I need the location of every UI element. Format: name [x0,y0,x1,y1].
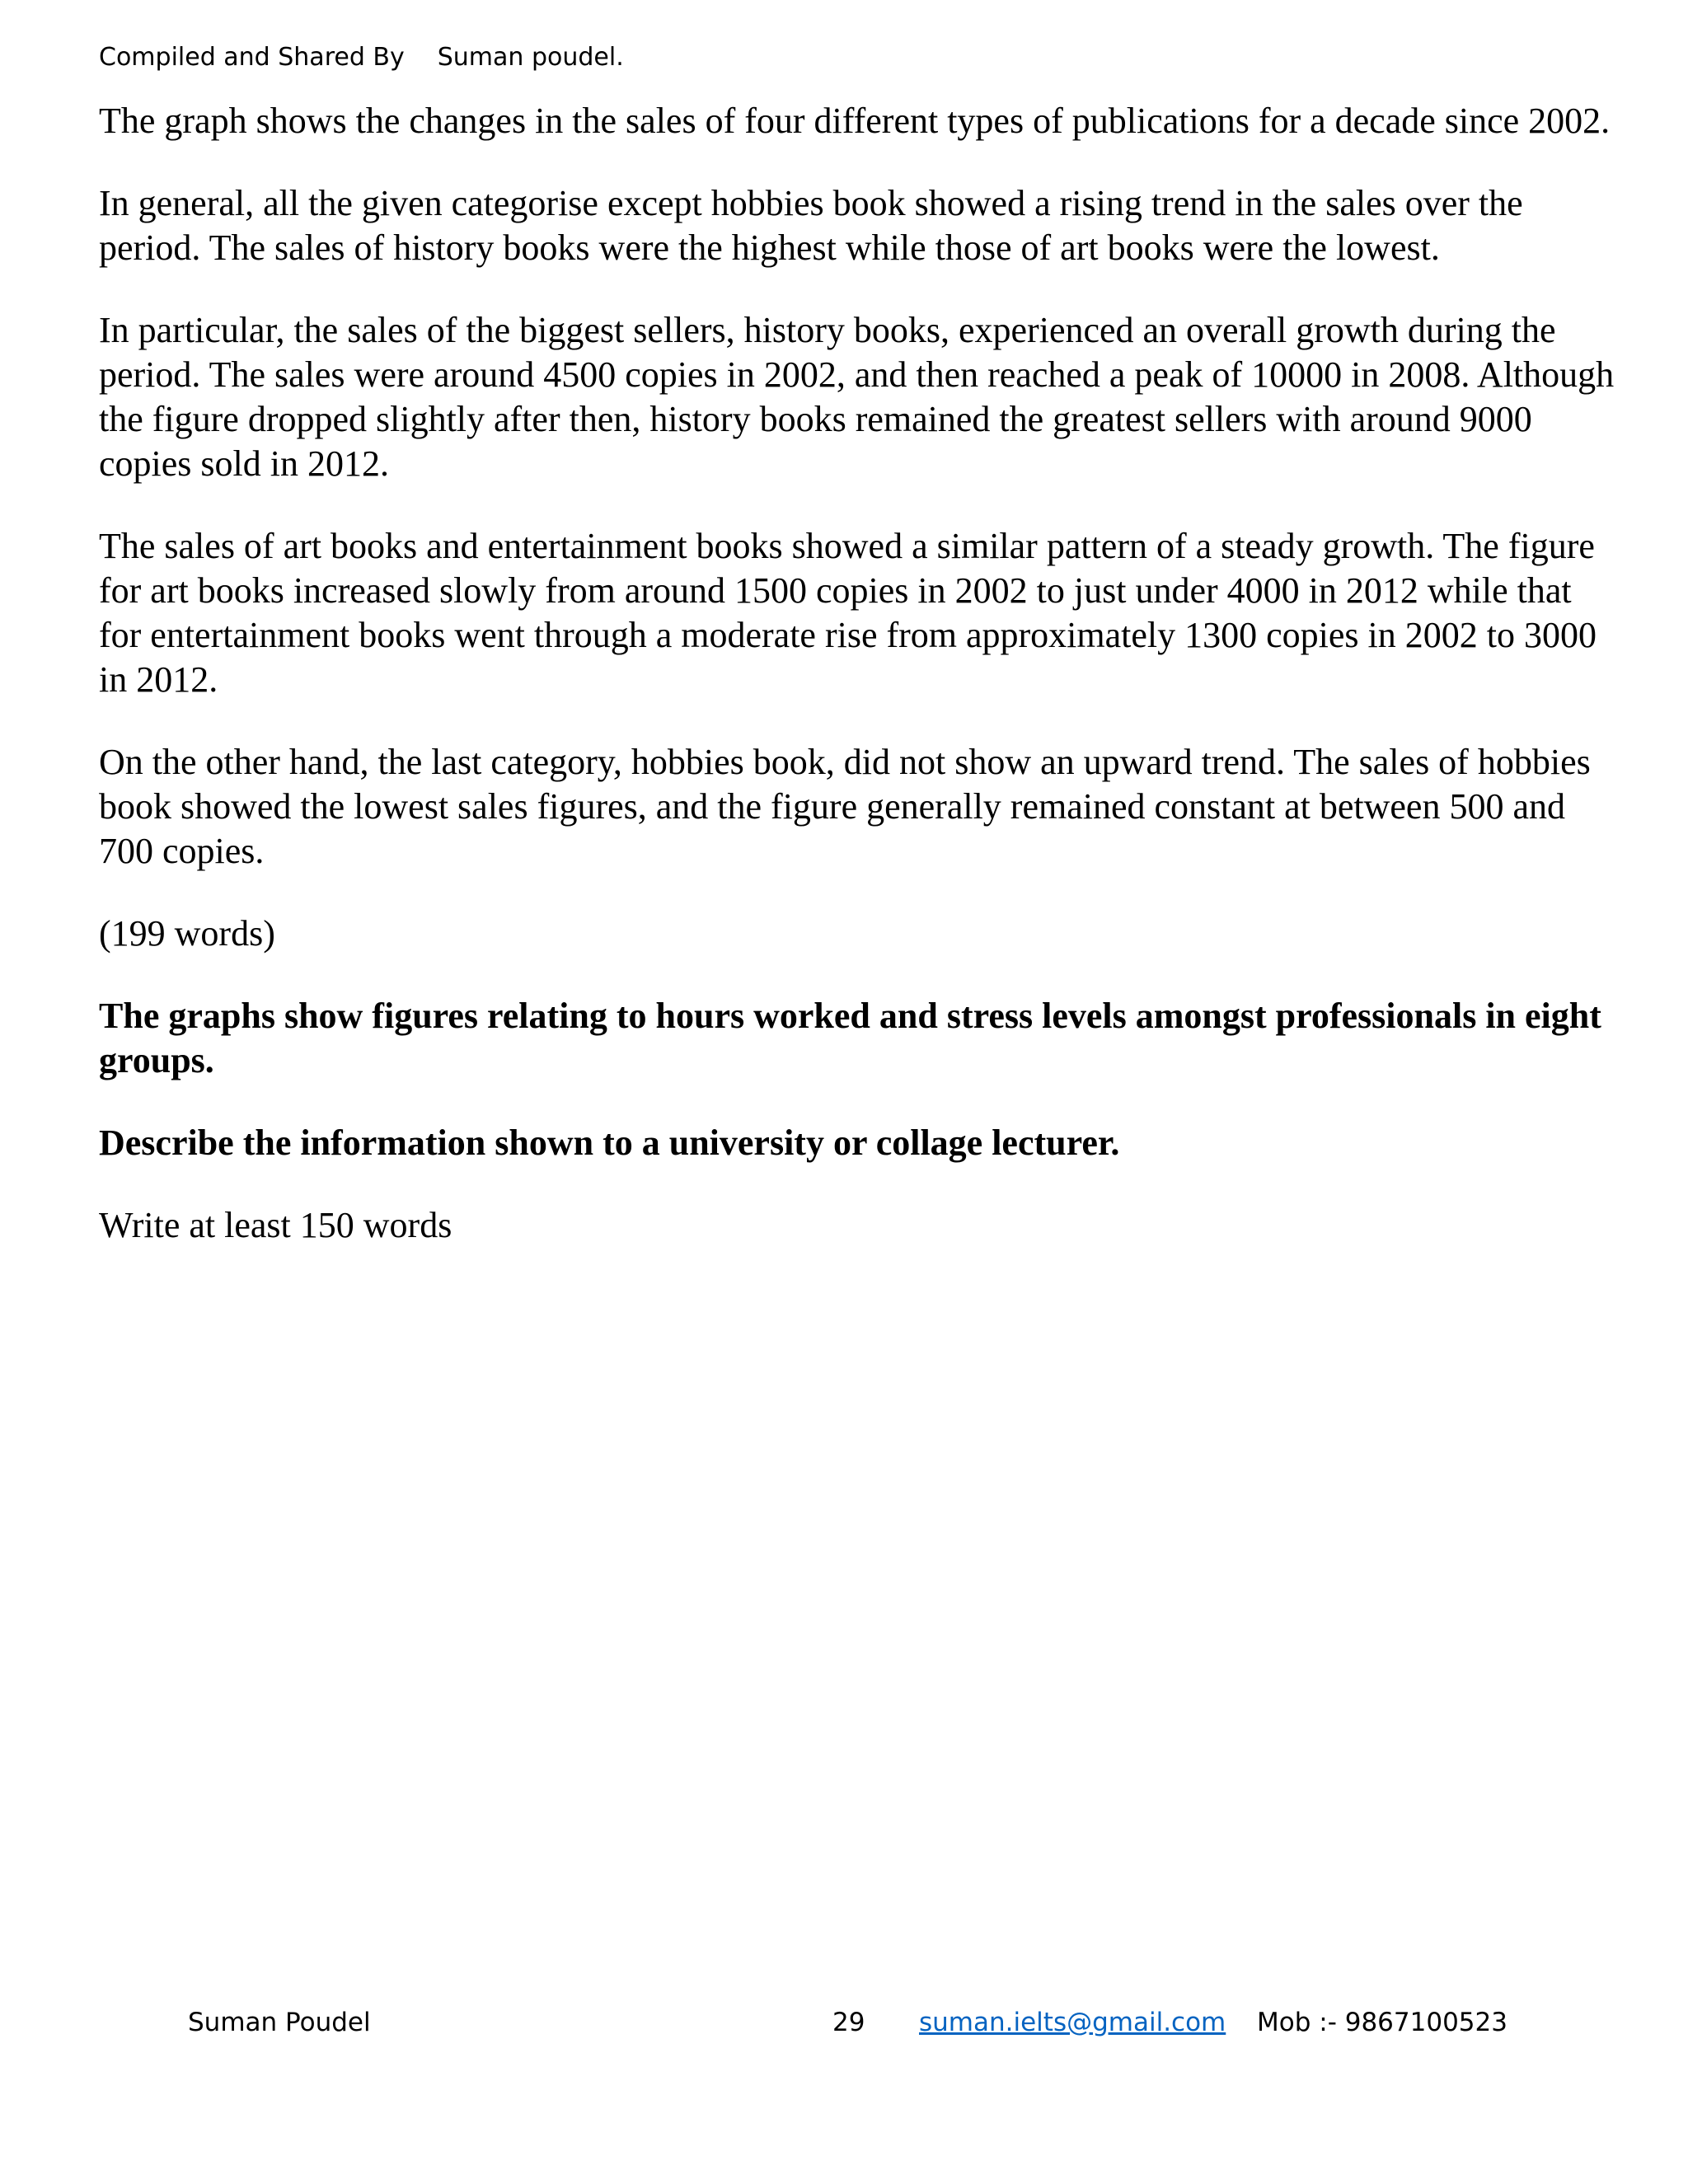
mobile-number: Mob :- 9867100523 [1257,2008,1507,2037]
document-body [99,99,1620,1286]
paragraph-art-entertainment: The sales of art books and entertainment books showed a similar pattern of a steady growth. The figure for art books increased slowly from around 1500 copies in 2002 to just under 4000 in 2012 while that for entertainment books went through a moderate rise from approximately 1300 copies in 2002 to 3000 in 2012. [99,526,1597,700]
paragraph-hobbies: On the other hand, the last category, hobbies book, did not show an upward trend. The sales of hobbies book showed the lowest sales figures, and the figure generally remained constant at between 500 and 700 copies. [99,742,1591,871]
page-footer [0,2004,1688,2041]
word-count: (199 words) [99,913,275,954]
paragraph-intro: The graph shows the changes in the sales of four different types of publications for a decade since 2002. [99,101,1611,141]
page-number: 29 [832,2008,865,2037]
task-instruction: Describe the information shown to a university or collage lecturer. [99,1122,1120,1163]
paragraph-overview: In general, all the given categorise except hobbies book showed a rising trend in the sales over the period. The sales of history books were the highest while those of art books were the lowest. [99,183,1523,268]
word-requirement: Write at least 150 words [99,1205,452,1245]
header-author: Suman poudel. [437,43,624,72]
page-header [99,41,624,74]
footer-name: Suman Poudel [188,2008,371,2037]
email-link[interactable]: suman.ielts@gmail.com [919,2008,1226,2037]
paragraph-history-books: In particular, the sales of the biggest sellers, history books, experienced an overall growth during the period. The sales were around 4500 copies in 2002, and then reached a peak of 10000 in 2008. Although the figure dropped slightly after then, history books remained the greatest sellers with around 9000 copies sold in 2012. [99,310,1615,484]
compiled-label: Compiled and Shared By [99,43,405,72]
task-prompt: The graphs show figures relating to hours worked and stress levels amongst professionals in eight groups. [99,996,1601,1080]
